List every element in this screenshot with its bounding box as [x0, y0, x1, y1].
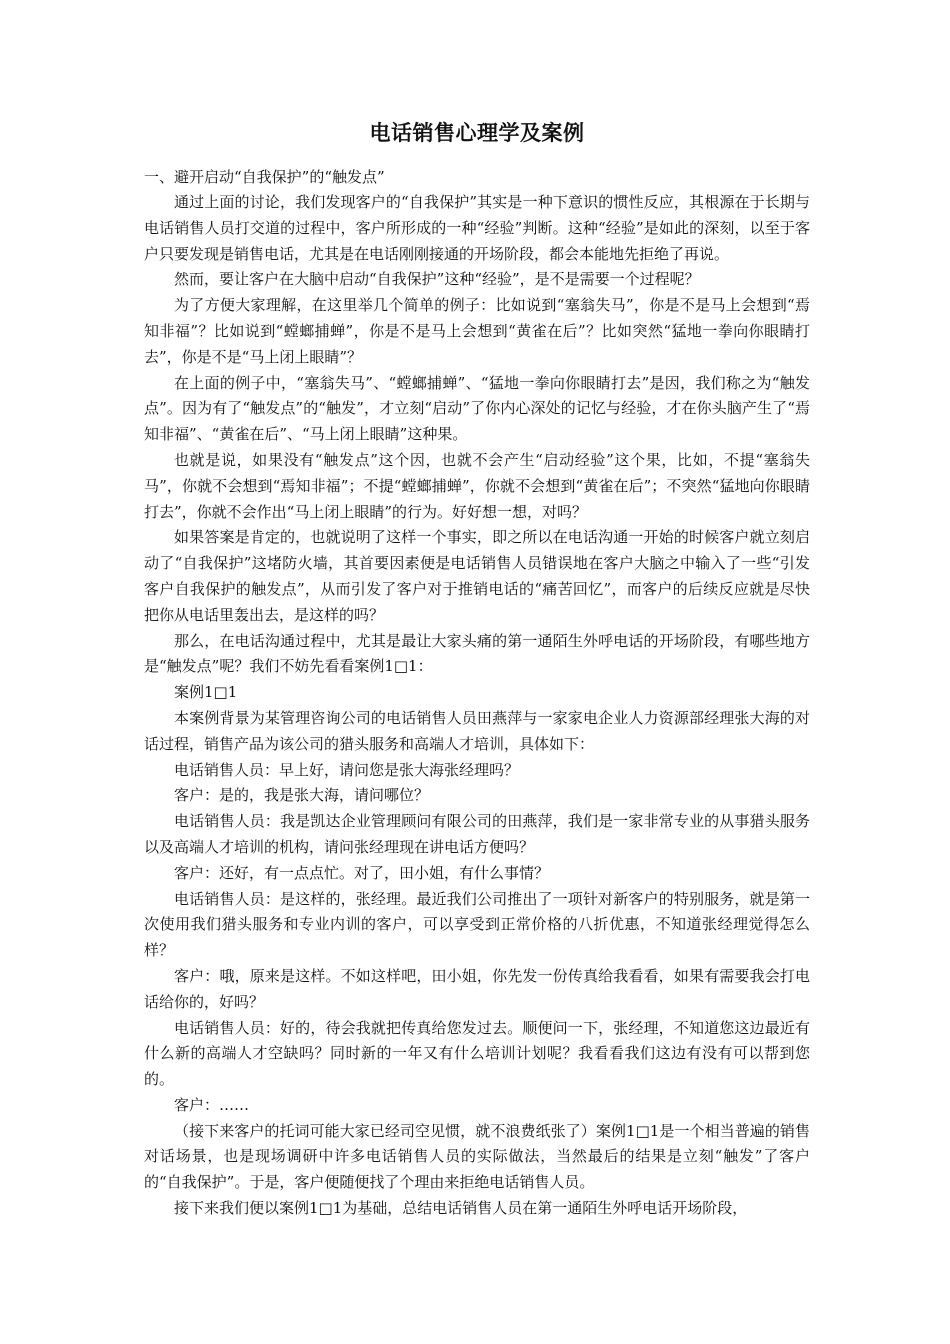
- dialogue-line: 客户：还好，有一点点忙。对了，田小姐，有什么事情？: [174, 863, 550, 882]
- paragraph: 在上面的例子中，“塞翁失马”、“螳螂捕蝉”、“猛地一拳向你眼睛打去”是因，我们称之为“触发点”。因为有了“触发点”的“触发”，才立刻“启动”了你内心深处的记忆与经验，才在你头脑产生了“焉知非福”、“黄雀在后”、“马上闭上眼睛”这种果。: [144, 373, 810, 444]
- dialogue-line: 电话销售人员：早上好，请问您是张大海张经理吗？: [174, 760, 520, 779]
- dialogue-line: 客户：哦，原来是这样。不如这样吧，田小姐，你先发一份传真给我看看，如果有需要我会打电话给你的，好吗？: [144, 966, 810, 1011]
- paragraph: 接下来我们便以案例1□1为基础，总结电话销售人员在第一通陌生外呼电话开场阶段，: [174, 1199, 748, 1218]
- paragraph: 那么，在电话沟通过程中，尤其是最让大家头痛的第一通陌生外呼电话的开场阶段，有哪些地方是“触发点”呢？我们不妨先看看案例1□1：: [144, 631, 810, 676]
- section-heading: 一、避开启动“自我保护”的“触发点”: [144, 168, 385, 186]
- document-title: 电话销售心理学及案例: [369, 120, 585, 145]
- dialogue-line: 客户：是的，我是张大海，请问哪位？: [174, 786, 430, 805]
- case-background: 本案例背景为某管理咨询公司的电话销售人员田燕萍与一家家电企业人力资源部经理张大海的对话过程，销售产品为该公司的猎头服务和高端人才培训，具体如下：: [144, 708, 810, 753]
- dialogue-line: 电话销售人员：是这样的，张经理。最近我们公司推出了一项针对新客户的特别服务，就是第一次使用我们猎头服务和专业内训的客户，可以享受到正常价格的八折优惠，不知道张经理觉得怎么样？: [144, 889, 810, 960]
- dialogue-line: 客户：……: [174, 1095, 250, 1114]
- paragraph: 然而，要让客户在大脑中启动“自我保护”这种“经验”，是不是需要一个过程呢？: [174, 270, 700, 289]
- paragraph: 为了方便大家理解，在这里举几个简单的例子：比如说到“塞翁失马”，你是不是马上会想到“焉知非福”？比如说到“螳螂捕蝉”，你是不是马上会想到“黄雀在后”？比如突然“猛地一拳向你眼睛打去”，你是不是“马上闭上眼睛”？: [144, 296, 810, 366]
- dialogue-line: 电话销售人员：好的，待会我就把传真给您发过去。顺便问一下，张经理，不知道您这边最近有什么新的高端人才空缺吗？同时新的一年又有什么培训计划呢？我看看我们这边有没有可以帮到您的。: [144, 1018, 810, 1089]
- case-label: 案例1□1: [174, 683, 238, 702]
- paragraph: 也就是说，如果没有“触发点”这个因，也就不会产生“启动经验”这个果，比如，不提“塞翁失马”，你就不会想到“焉知非福”；不提“螳螂捕蝉”，你就不会想到“黄雀在后”；不突然“猛地向你眼睛打去”，你就不会作出“马上闭上眼睛”的行为。好好想一想，对吗？: [144, 450, 810, 521]
- dialogue-line: 电话销售人员：我是凯达企业管理顾问有限公司的田燕萍，我们是一家非常专业的从事猎头服务以及高端人才培训的机构，请问张经理现在讲电话方便吗？: [144, 812, 810, 856]
- paragraph: （接下来客户的托词可能大家已经司空见惯，就不浪费纸张了）案例1□1是一个相当普遍的销售对话场景，也是现场调研中许多电话销售人员的实际做法，当然最后的结果是立刻“触发”了客户的“自我保护”。于是，客户便随便找了个理由来拒绝电话销售人员。: [144, 1121, 810, 1192]
- paragraph: 通过上面的讨论，我们发现客户的“自我保护”其实是一种下意识的惯性反应，其根源在于长期与电话销售人员打交道的过程中，客户所形成的一种“经验”判断。这种“经验”是如此的深刻，以至于客户只要发现是销售电话，尤其是在电话刚刚接通的开场阶段，都会本能地先拒绝了再说。: [144, 193, 810, 263]
- paragraph: 如果答案是肯定的，也就说明了这样一个事实，即之所以在电话沟通一开始的时候客户就立刻启动了“自我保护”这堵防火墙，其首要因素便是电话销售人员错误地在客户大脑之中输入了一些“引发客户自我保护的触发点”，从而引发了客户对于推销电话的“痛苦回忆”，而客户的后续反应就是尽快把你从电话里轰出去，是这样的吗？: [144, 528, 810, 624]
